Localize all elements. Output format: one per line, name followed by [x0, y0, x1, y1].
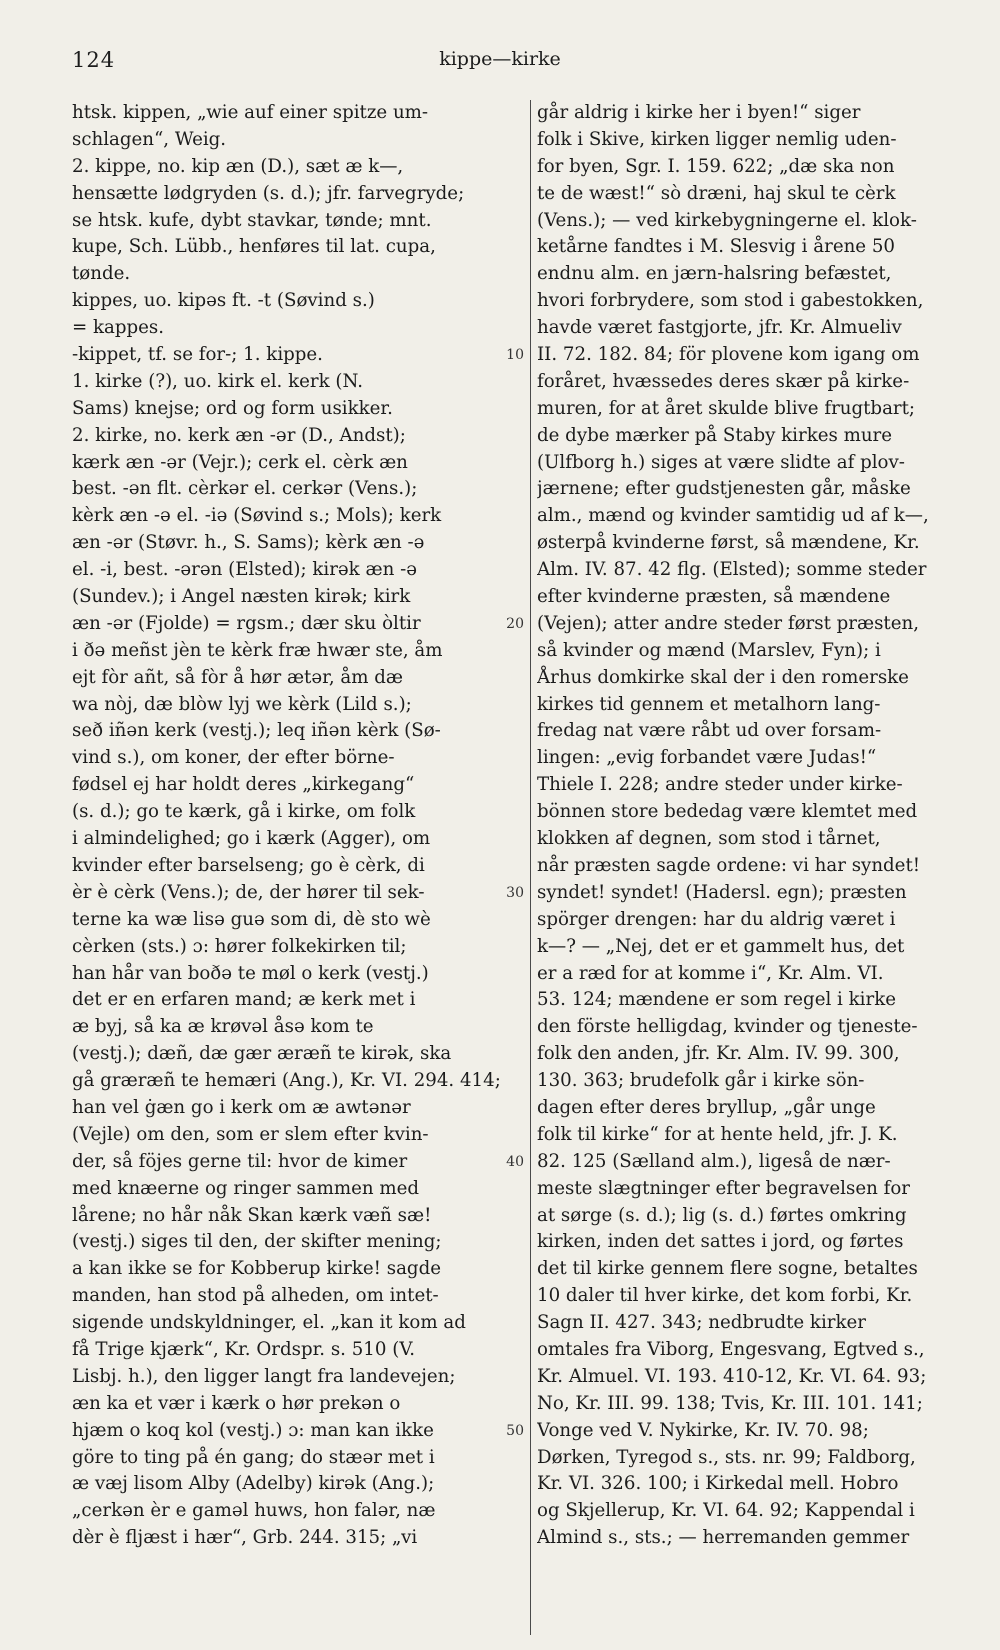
text-line: når præsten sagde ordene: vi har syndet!	[537, 854, 921, 876]
text-line: gå græræñ te hemæri (Ang.), Kr. VI. 294. 414;	[72, 1070, 501, 1092]
text-line: Århus domkirke skal der i den romerske	[537, 666, 909, 688]
text-line: 53. 124; mændene er som regel i kirke	[537, 989, 896, 1011]
text-line: Sagn II. 427. 343; nedbrudte kirker	[537, 1312, 866, 1334]
text-line: (Vejen); atter andre steder først præsten,	[537, 612, 919, 634]
text-line: 82. 125 (Sælland alm.), ligeså de nær-	[537, 1150, 891, 1172]
text-line: èr è cèrk (Vens.); de, der hører til sek-	[72, 881, 425, 903]
text-line: for byen, Sgr. I. 159. 622; „dæ ska non	[537, 155, 895, 177]
text-line: terne ka wæ lisə guə som di, dè sto wè	[72, 908, 431, 930]
text-line: havde været fastgjorte, jfr. Kr. Almueliv	[537, 317, 902, 339]
text-line: (vestj.) siges til den, der skifter mening;	[72, 1231, 442, 1253]
text-line: han hår van boðə te møl o kerk (vestj.)	[72, 962, 429, 984]
text-line: hensætte lødgryden (s. d.); jfr. farvegryde;	[72, 182, 465, 204]
text-line: göre to ting på én gang; do stæər met i	[72, 1446, 435, 1468]
text-line: el. -i, best. -ərən (Elsted); kirək æn -ə	[72, 559, 417, 581]
text-line: schlagen“, Weig.	[72, 128, 227, 150]
text-line: 2. kippe, no. kip æn (D.), sæt æ k—,	[72, 155, 404, 177]
page-header	[0, 48, 1000, 78]
left-column	[72, 100, 524, 1552]
text-line: kvinder efter barselseng; go è cèrk, di	[72, 854, 425, 876]
text-line: kærk æn -ər (Vejr.); cerk el. cèrk æn	[72, 451, 408, 473]
text-line: folk i Skive, kirken ligger nemlig uden-	[537, 128, 897, 150]
text-line: klokken af degnen, som stod i tårnet,	[537, 828, 881, 850]
text-line: seð iñən kerk (vestj.); leq iñən kèrk (Sø-	[72, 720, 441, 742]
text-line: = kappes.	[72, 317, 165, 339]
text-line: muren, for at året skulde blive frugtbart;	[537, 397, 916, 419]
text-line: han vel ġæn go i kerk om æ awtənər	[72, 1096, 411, 1118]
text-line: Kr. Almuel. VI. 193. 410-12, Kr. VI. 64. 93;	[537, 1365, 927, 1387]
text-line: -kippet, tf. se for-; 1. kippe.	[72, 344, 323, 366]
text-line: Kr. VI. 326. 100; i Kirkedal mell. Hobro	[537, 1473, 899, 1495]
text-line: kirken, inden det sattes i jord, og førtes	[537, 1231, 904, 1253]
text-line: Almind s., sts.; — herremanden gemmer	[537, 1527, 910, 1549]
text-line: folk til kirke“ for at hente held, jfr. J. K.	[537, 1123, 898, 1145]
text-line: (Vens.); — ved kirkebygningerne el. klok-	[537, 209, 917, 231]
text-line: 1. kirke (?), uo. kirk el. kerk (N.	[72, 370, 364, 392]
text-line: kirkes tid gennem et metalhorn lang-	[537, 693, 881, 715]
text-line: htsk. kippen, „wie auf einer spitze um-	[72, 102, 429, 123]
right-column	[537, 100, 967, 1552]
text-line: II. 72. 182. 84; för plovene kom igang om	[537, 344, 920, 366]
text-line: ejt fòr añt, så fòr å hør ætər, åm dæ	[72, 666, 403, 688]
text-line: lårene; no hår nåk Skan kærk væñ sæ!	[72, 1204, 432, 1226]
page-number: 124	[72, 48, 116, 72]
text-line: fødsel ej har holdt deres „kirkegang“	[72, 774, 415, 796]
text-line: æn -ər (Støvr. h., S. Sams); kèrk æn -ə	[72, 532, 425, 554]
text-line: Vonge ved V. Nykirke, Kr. IV. 70. 98;	[537, 1419, 869, 1441]
text-line: den förste helligdag, kvinder og tjeneste-	[537, 1016, 918, 1038]
text-line: cèrken (sts.) ɔ: hører folkekirken til;	[72, 935, 407, 957]
line-number: 40	[506, 1154, 524, 1171]
text-line: hvori forbrydere, som stod i gabestokken,	[537, 290, 924, 312]
text-line: 2. kirke, no. kerk æn -ər (D., Andst);	[72, 424, 406, 446]
text-line: vind s.), om koner, der efter börne-	[72, 747, 395, 769]
text-line: kupe, Sch. Lübb., henføres til lat. cupa,	[72, 236, 436, 258]
text-line: ketårne fandtes i M. Slesvig i årene 50	[537, 236, 895, 258]
text-line: Sams) knejse; ord og form usikker.	[72, 397, 393, 419]
text-line: foråret, hvæssedes deres skær på kirke-	[537, 370, 910, 392]
text-line: æn -ər (Fjolde) = rgsm.; dær sku òltir	[72, 612, 421, 634]
text-line: Alm. IV. 87. 42 flg. (Elsted); somme steder	[537, 559, 927, 581]
text-line: er a ræd for at komme i“, Kr. Alm. VI.	[537, 962, 884, 984]
text-line: folk den anden, jfr. Kr. Alm. IV. 99. 300,	[537, 1043, 900, 1065]
text-line: meste slægtninger efter begravelsen for	[537, 1177, 910, 1199]
text-line: manden, han stod på alheden, om intet-	[72, 1285, 439, 1307]
text-line: sigende undskyldninger, el. „kan it kom ad	[72, 1312, 466, 1334]
line-number: 50	[506, 1423, 524, 1440]
text-line: (Vejle) om den, som er slem efter kvin-	[72, 1123, 429, 1145]
line-number: 10	[506, 347, 524, 364]
text-line: det til kirke gennem flere sogne, betaltes	[537, 1258, 918, 1280]
text-line: endnu alm. en jærn-halsring befæstet,	[537, 263, 892, 285]
text-line: Thiele I. 228; andre steder under kirke-	[537, 774, 903, 796]
text-line: (vestj.); dæñ, dæ gær æræñ te kirək, ska	[72, 1043, 452, 1065]
text-line: te de wæst!“ sò dræni, haj skul te cèrk	[537, 182, 896, 204]
text-line: a kan ikke se for Kobberup kirke! sagde	[72, 1258, 441, 1280]
text-line: æ byj, så ka æ krøvəl åsə kom te	[72, 1016, 374, 1038]
text-line: østerpå kvinderne først, så mændene, Kr.	[537, 532, 920, 554]
text-line: bönnen store bededag være klemtet med	[537, 801, 918, 823]
text-line: og Skjellerup, Kr. VI. 64. 92; Kappendal i	[537, 1500, 915, 1522]
text-line: æ væj lisom Alby (Adelby) kirək (Ang.);	[72, 1473, 435, 1495]
text-line: dagen efter deres bryllup, „går unge	[537, 1096, 876, 1118]
text-line: „cerkən èr e gaməl huws, hon falər, næ	[72, 1500, 436, 1522]
text-line: (Ulfborg h.) siges at være slidte af plov-	[537, 451, 905, 473]
text-line: at sørge (s. d.); lig (s. d.) førtes omkring	[537, 1204, 907, 1226]
text-line: omtales fra Viborg, Engesvang, Egtved s.,	[537, 1338, 925, 1360]
text-line: dèr è fljæst i hær“, Grb. 244. 315; „vi	[72, 1527, 418, 1549]
line-number: 20	[506, 616, 524, 633]
text-line: i ðə meñst jèn te kèrk fræ hwær ste, åm	[72, 639, 443, 661]
text-line: (Sundev.); i Angel næsten kirək; kirk	[72, 586, 411, 608]
line-number: 30	[506, 885, 524, 902]
text-line: alm., mænd og kvinder samtidig ud af k—,	[537, 505, 929, 527]
text-line: så kvinder og mænd (Marslev, Fyn); i	[537, 639, 881, 661]
text-line: hjæm o koq kol (vestj.) ɔ: man kan ikke	[72, 1419, 434, 1441]
text-line: kèrk æn -ə el. -iə (Søvind s.; Mols); kerk	[72, 505, 442, 527]
text-line: der, så föjes gerne til: hvor de kimer	[72, 1150, 408, 1172]
text-line: 10 daler til hver kirke, det kom forbi, Kr.	[537, 1285, 913, 1307]
text-line: går aldrig i kirke her i byen!“ siger	[537, 102, 861, 123]
text-line: lingen: „evig forbandet være Judas!“	[537, 747, 877, 769]
text-line: få Trige kjærk“, Kr. Ordspr. s. 510 (V.	[72, 1338, 416, 1360]
text-line: Lisbj. h.), den ligger langt fra landevejen;	[72, 1365, 456, 1387]
text-line: jærnene; efter gudstjenesten går, måske	[537, 478, 911, 500]
text-line: det er en erfaren mand; æ kerk met i	[72, 989, 416, 1011]
text-line: 130. 363; brudefolk går i kirke sön-	[537, 1070, 865, 1092]
text-line: fredag nat være råbt ud over forsam-	[537, 720, 882, 742]
running-head: kippe—kirke	[439, 48, 561, 70]
text-line: kippes, uo. kipəs ft. -t (Søvind s.)	[72, 290, 375, 312]
text-line: se htsk. kufe, dybt stavkar, tønde; mnt.	[72, 209, 432, 231]
text-line: Dørken, Tyregod s., sts. nr. 99; Faldborg,	[537, 1446, 916, 1468]
text-line: tønde.	[72, 263, 131, 285]
text-line: No, Kr. III. 99. 138; Tvis, Kr. III. 101. 141;	[537, 1392, 923, 1414]
text-line: spörger drengen: har du aldrig været i	[537, 908, 896, 930]
text-line: i almindelighed; go i kærk (Agger), om	[72, 828, 431, 850]
text-line: wa nòj, dæ blòw lyj we kèrk (Lild s.);	[72, 693, 412, 715]
text-line: med knæerne og ringer sammen med	[72, 1177, 420, 1199]
text-line: syndet! syndet! (Hadersl. egn); præsten	[537, 881, 907, 903]
text-line: de dybe mærker på Staby kirkes mure	[537, 424, 893, 446]
text-line: k—? — „Nej, det er et gammelt hus, det	[537, 935, 905, 957]
text-line: efter kvinderne præsten, så mændene	[537, 586, 891, 608]
text-line: æn ka et vær i kærk o hør prekən o	[72, 1392, 401, 1414]
column-divider	[530, 100, 531, 1635]
text-line: best. -ən flt. cèrkər el. cerkər (Vens.);	[72, 478, 418, 500]
text-line: (s. d.); go te kærk, gå i kirke, om folk	[72, 801, 416, 823]
